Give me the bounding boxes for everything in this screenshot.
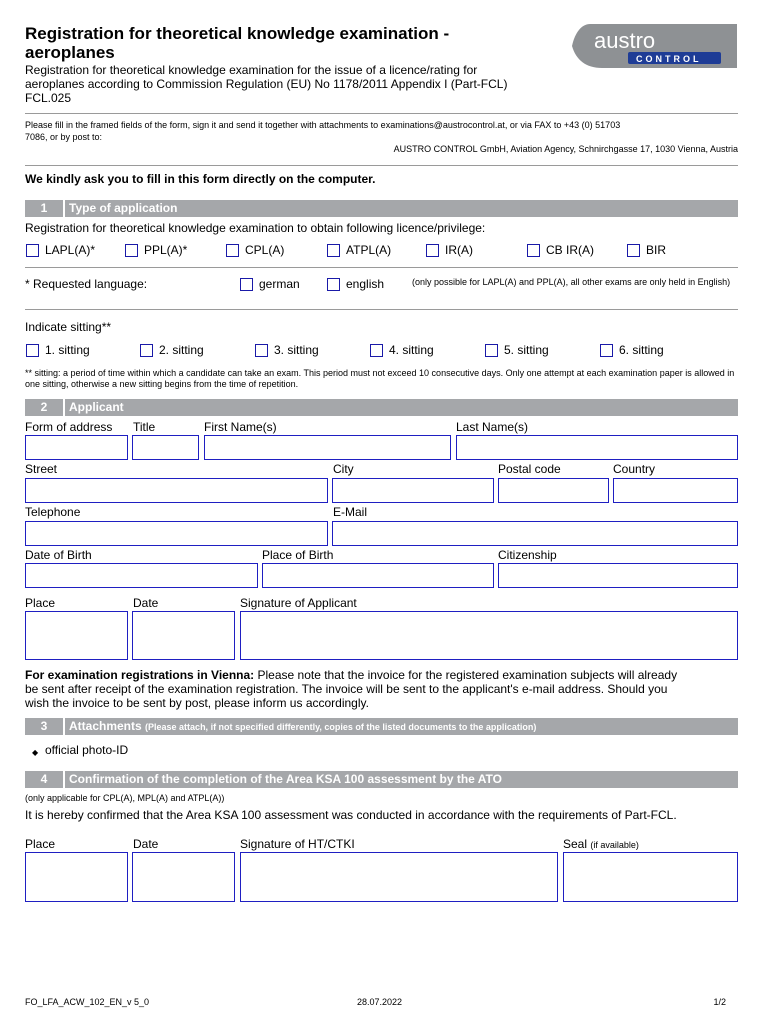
form-id: FO_LFA_ACW_102_EN_v 5_0 (25, 997, 150, 1007)
postal-address: AUSTRO CONTROL GmbH, Aviation Agency, Schnirchgasse 17, 1030 Vienna, Austria (393, 144, 738, 154)
label-sitting-3: 3. sitting (274, 343, 319, 357)
street-field[interactable] (25, 478, 328, 503)
section-number: 4 (40, 772, 48, 786)
section-3-header (25, 718, 738, 735)
label-ato-place: Place (25, 837, 56, 851)
language-note: (only possible for LAPL(A) and PPL(A), all other exams are only held in English) (412, 277, 731, 287)
label-ir-a: IR(A) (445, 243, 473, 257)
checkbox-sitting-3[interactable] (255, 344, 268, 357)
form-of-address-field[interactable] (25, 435, 128, 460)
country-field[interactable] (613, 478, 738, 503)
label-sitting-4: 4. sitting (389, 343, 434, 357)
divider (25, 165, 738, 166)
section-label: Applicant (63, 399, 124, 416)
language-label: * Requested language: (25, 277, 148, 291)
section-number: 1 (40, 201, 48, 215)
checkbox-cpl-a[interactable] (226, 244, 239, 257)
checkbox-sitting-4[interactable] (370, 344, 383, 357)
ato-place-field[interactable] (25, 852, 128, 902)
checkbox-lapl-a[interactable] (26, 244, 39, 257)
label-signature-applicant: Signature of Applicant (240, 596, 357, 610)
first-name-field[interactable] (204, 435, 451, 460)
checkbox-ppl-a[interactable] (125, 244, 138, 257)
postal-code-field[interactable] (498, 478, 609, 503)
label-telephone: Telephone (25, 505, 81, 519)
label-street: Street (25, 462, 58, 476)
label-german: german (259, 277, 300, 291)
logo-text-austro: austro (594, 28, 656, 53)
ht-ctki-signature-field[interactable] (240, 852, 558, 902)
section-label: Type of application (63, 200, 177, 217)
label-sitting-1: 1. sitting (45, 343, 90, 357)
label-lapl-a: LAPL(A)* (45, 243, 96, 257)
applicant-date-field[interactable] (132, 611, 235, 660)
page-subtitle: Registration for theoretical knowledge examination for the issue of a licence/rating for aeroplanes according to Commission Regulation (EU) No 1178/2011 Appendix I (Part-FCL) FCL.025 (25, 63, 508, 105)
label-title: Title (133, 420, 156, 434)
label-ppl-a: PPL(A)* (144, 243, 188, 257)
divider (25, 113, 738, 114)
email-field[interactable] (332, 521, 738, 546)
instructions: Please fill in the framed fields of the form, sign it and send it together with attachments to examinations@austrocontrol.at, or via FAX to +43 (0) 51703 7086, or by post to: (25, 120, 621, 142)
title-field[interactable] (132, 435, 199, 460)
page-number: 1/2 (713, 997, 726, 1007)
sitting-note: ** sitting: a period of time within which a candidate can take an exam. This period must not exceed 10 consecutive days. Only one attempt at each examination paper is allowed in one sitting, otherwise a new sitting begins from the time of repetition. (25, 368, 735, 389)
checkbox-sitting-6[interactable] (600, 344, 613, 357)
sitting-label: Indicate sitting** (25, 320, 112, 334)
checkbox-cb-ir-a[interactable] (527, 244, 540, 257)
checkbox-ir-a[interactable] (426, 244, 439, 257)
section-2-header (25, 399, 738, 416)
label-last-name: Last Name(s) (456, 420, 529, 434)
label-seal: Seal (if available) (563, 837, 639, 851)
label-cpl-a: CPL(A) (245, 243, 285, 257)
checkbox-sitting-5[interactable] (485, 344, 498, 357)
label-place: Place (25, 596, 56, 610)
licence-intro: Registration for theoretical knowledge examination to obtain following licence/privilege: (25, 221, 486, 235)
label-cb-ir-a: CB IR(A) (546, 243, 594, 257)
label-sitting-5: 5. sitting (504, 343, 549, 357)
label-sitting-6: 6. sitting (619, 343, 664, 357)
label-english: english (346, 277, 385, 291)
confirmation-statement: It is hereby confirmed that the Area KSA 100 assessment was conducted in accordance with the requirements of Part-FCL. (25, 808, 677, 822)
fill-instruction: We kindly ask you to fill in this form directly on the computer. (25, 172, 376, 186)
label-ato-date: Date (133, 837, 159, 851)
label-date-of-birth: Date of Birth (25, 548, 92, 562)
section-label: Attachments (Please attach, if not specified differently, copies of the listed documents to the application) (63, 718, 536, 735)
citizenship-field[interactable] (498, 563, 738, 588)
divider (25, 309, 738, 310)
section-4-header (25, 771, 738, 788)
city-field[interactable] (332, 478, 494, 503)
label-form-of-address: Form of address (25, 420, 113, 434)
page-title: Registration for theoretical knowledge examination - aeroplanes (25, 24, 450, 62)
ato-date-field[interactable] (132, 852, 235, 902)
section-number: 2 (40, 400, 48, 414)
label-sitting-2: 2. sitting (159, 343, 204, 357)
label-signature-ht-ctki: Signature of HT/CTKI (240, 837, 355, 851)
applicant-signature-field[interactable] (240, 611, 738, 660)
bullet-icon: ◆ (32, 748, 39, 757)
telephone-field[interactable] (25, 521, 328, 546)
seal-field[interactable] (563, 852, 738, 902)
checkbox-sitting-2[interactable] (140, 344, 153, 357)
checkbox-bir[interactable] (627, 244, 640, 257)
date-of-birth-field[interactable] (25, 563, 258, 588)
label-bir: BIR (646, 243, 667, 257)
checkbox-english[interactable] (327, 278, 340, 291)
place-of-birth-field[interactable] (262, 563, 494, 588)
attachment-item: official photo-ID (45, 743, 129, 757)
last-name-field[interactable] (456, 435, 738, 460)
label-atpl-a: ATPL(A) (346, 243, 392, 257)
label-date: Date (133, 596, 159, 610)
label-email: E-Mail (333, 505, 368, 519)
section-number: 3 (40, 719, 48, 733)
label-city: City (333, 462, 354, 476)
label-citizenship: Citizenship (498, 548, 557, 562)
section-1-header (25, 200, 738, 217)
checkbox-sitting-1[interactable] (26, 344, 39, 357)
vienna-invoice-note: For examination registrations in Vienna: Please note that the invoice for the registered examination subjects will already be sent after receipt of the examination registration. The invoice will be sent to the applicant's e-mail address. Should you wish the invoice to be sent by post, please inform us accordingly. (25, 668, 678, 710)
label-first-name: First Name(s) (204, 420, 277, 434)
austro-control-logo (572, 24, 737, 68)
section-label: Confirmation of the completion of the Area KSA 100 assessment by the ATO (63, 771, 502, 788)
checkbox-atpl-a[interactable] (327, 244, 340, 257)
label-place-of-birth: Place of Birth (262, 548, 334, 562)
section-4-applicability: (only applicable for CPL(A), MPL(A) and ATPL(A)) (25, 793, 225, 803)
label-country: Country (613, 462, 656, 476)
logo-text-control: CONTROL (636, 54, 702, 64)
applicant-place-field[interactable] (25, 611, 128, 660)
checkbox-german[interactable] (240, 278, 253, 291)
label-postal-code: Postal code (498, 462, 561, 476)
form-date: 28.07.2022 (357, 997, 403, 1007)
divider (25, 267, 738, 268)
